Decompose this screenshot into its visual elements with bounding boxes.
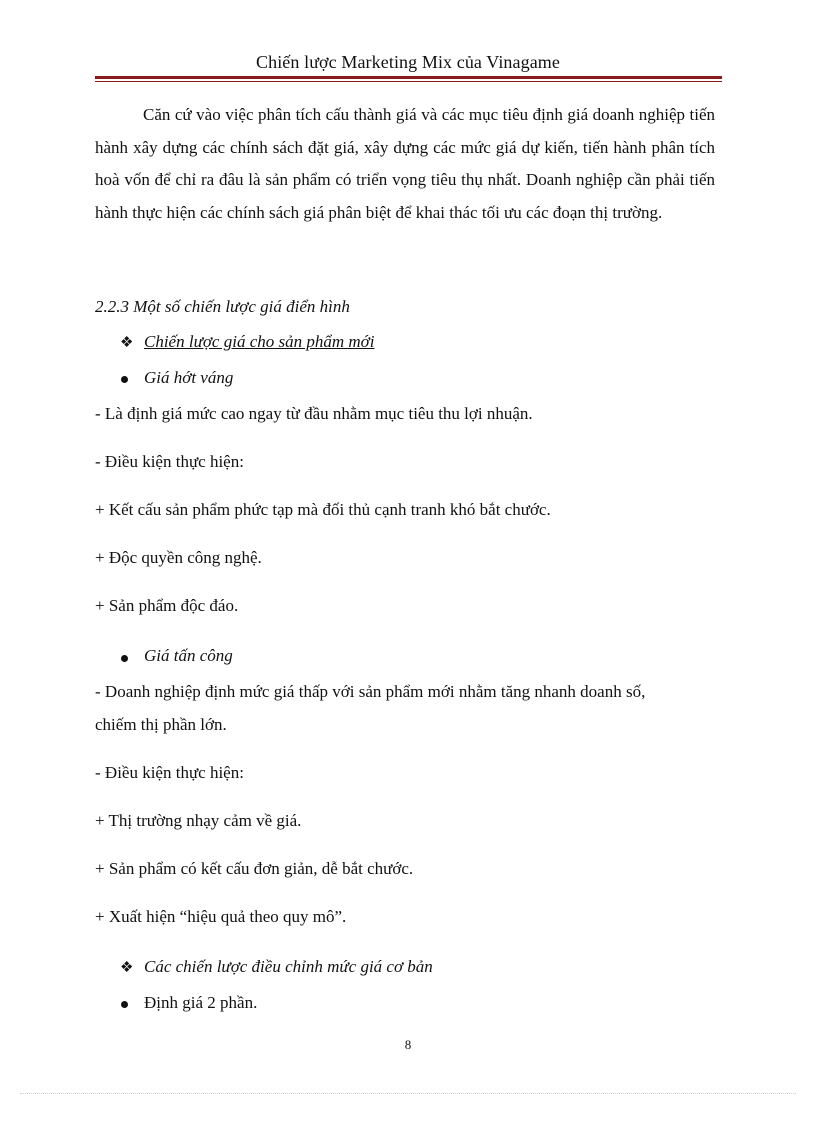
skimming-definition: - Là định giá mức cao ngay từ đầu nhằm mục tiêu thu lợi nhuận. <box>95 404 533 423</box>
penetration-definition-line-1: - Doanh nghiệp định mức giá thấp với sản phẩm mới nhằm tăng nhanh doanh số, <box>95 682 646 701</box>
skimming-condition-1: + Kết cấu sản phẩm phức tạp mà đối thủ cạnh tranh khó bắt chước. <box>95 500 551 519</box>
header-rule-thick <box>95 76 722 79</box>
skimming-conditions-label: - Điều kiện thực hiện: <box>95 452 244 471</box>
penetration-condition-1: + Thị trường nhạy cảm về giá. <box>95 811 302 830</box>
penetration-conditions-label: - Điều kiện thực hiện: <box>95 763 244 782</box>
skimming-condition-2: + Độc quyền công nghệ. <box>95 548 262 567</box>
bullet-icon <box>121 655 128 662</box>
subsection-new-product: Chiến lược giá cho sản phẩm mới <box>144 332 375 351</box>
intro-paragraph: Căn cứ vào việc phân tích cấu thành giá và các mục tiêu định giá doanh nghiệp tiến hành xây dựng các chính sách đặt giá, xây dựng các mức giá dự kiến, tiến hành phân tích hoà vốn để chỉ ra đâu là sản phẩm có triển vọng tiêu thụ nhất. Doanh nghiệp cần phải tiến hành thực hiện các chính sách giá phân biệt để khai thác tối ưu các đoạn thị trường. <box>95 105 715 222</box>
header-rule-thin <box>95 81 722 82</box>
diamond-bullet-icon: ❖ <box>120 335 134 351</box>
skimming-title: Giá hớt váng <box>144 368 234 387</box>
running-header-title: Chiến lược Marketing Mix của Vinagame <box>256 52 560 72</box>
section-heading: 2.2.3 Một số chiến lược giá điển hình <box>95 297 350 316</box>
penetration-condition-3: + Xuất hiện “hiệu quả theo quy mô”. <box>95 907 347 926</box>
bullet-icon <box>121 1001 128 1008</box>
penetration-definition-line-2: chiếm thị phần lớn. <box>95 715 227 734</box>
page-number: 8 <box>404 1037 412 1052</box>
bullet-icon <box>121 376 128 383</box>
diamond-bullet-icon: ❖ <box>120 960 134 976</box>
penetration-condition-2: + Sản phẩm có kết cấu đơn giản, dễ bắt chước. <box>95 859 414 878</box>
page-bottom-divider <box>20 1093 796 1094</box>
subsection-adjust: Các chiến lược điều chỉnh mức giá cơ bản <box>144 957 433 976</box>
skimming-condition-3: + Sản phẩm độc đáo. <box>95 596 239 615</box>
two-part-pricing: Định giá 2 phần. <box>144 993 258 1012</box>
penetration-title: Giá tấn công <box>144 646 233 665</box>
